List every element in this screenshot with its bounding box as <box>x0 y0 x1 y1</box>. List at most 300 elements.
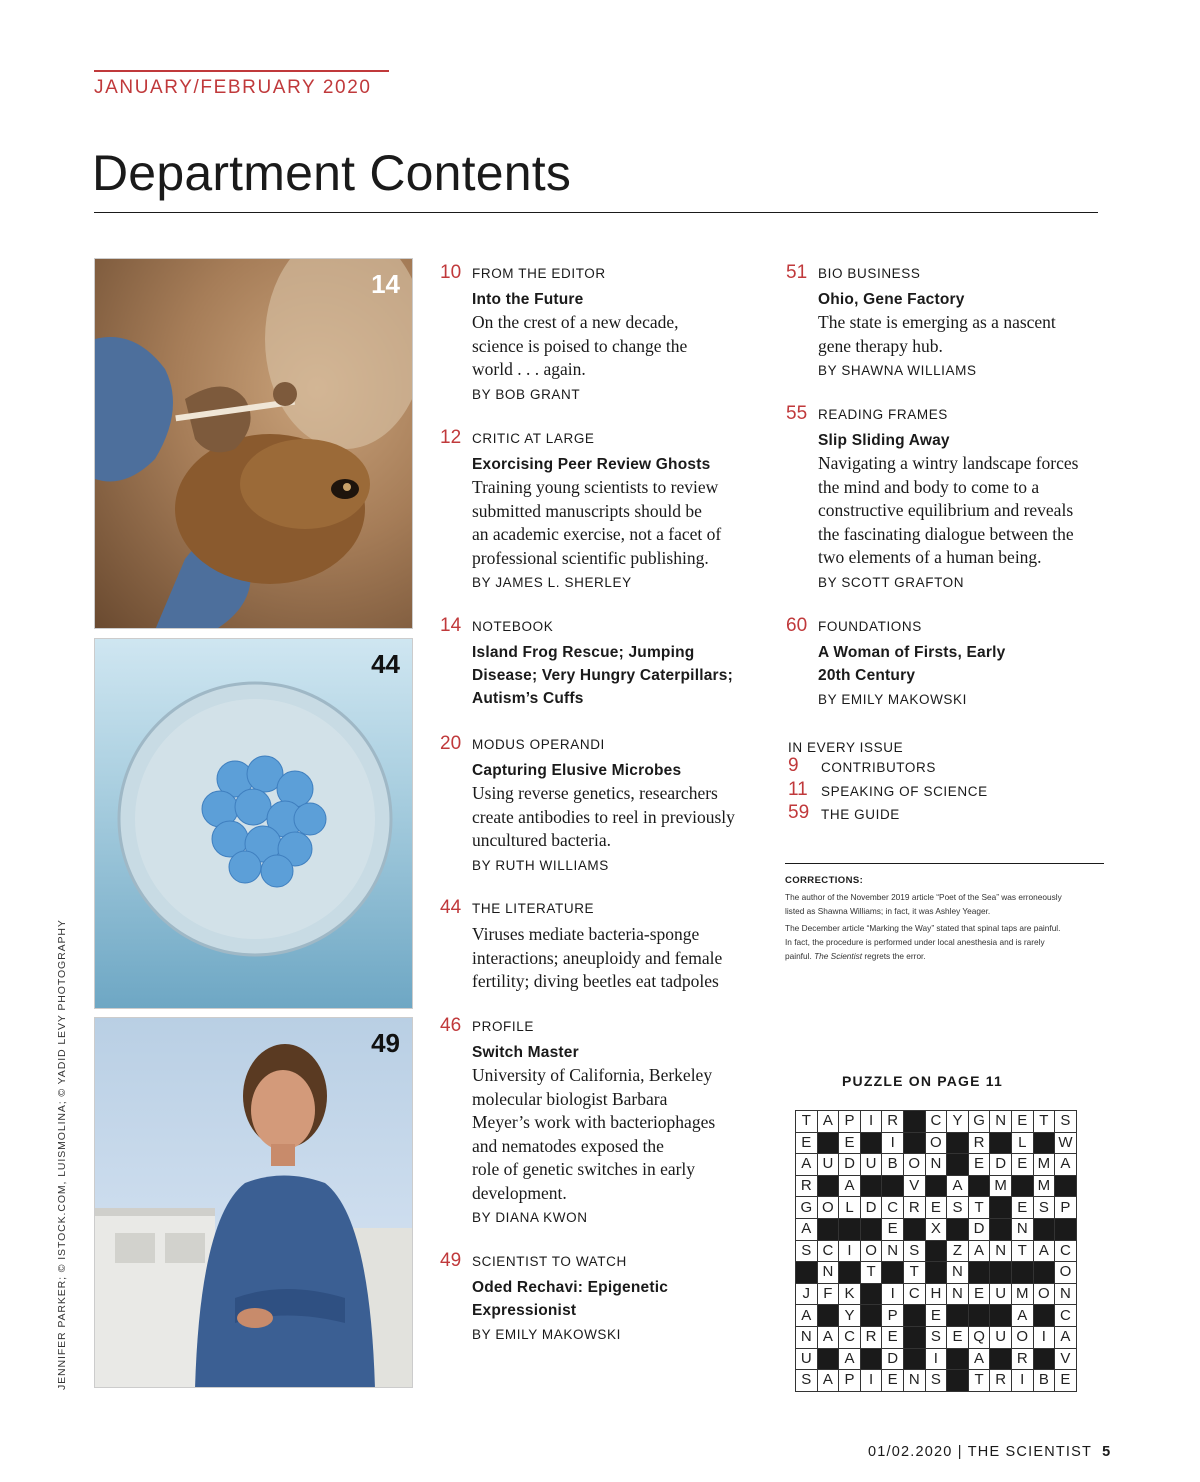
crossword-black-square <box>903 1218 925 1240</box>
crossword-black-square <box>1033 1305 1055 1327</box>
crossword-letter-cell: U <box>860 1154 882 1176</box>
department-name: FOUNDATIONS <box>818 619 922 634</box>
article-dek-line: and nematodes exposed the <box>472 1135 664 1156</box>
article-dek-line: the mind and body to come to a <box>818 476 1040 497</box>
correction-line: regrets the error. <box>862 951 926 961</box>
corrections-title: CORRECTIONS: <box>785 875 864 886</box>
crossword-letter-cell: N <box>903 1370 925 1392</box>
crossword-black-square <box>817 1348 839 1370</box>
crossword-black-square <box>947 1132 969 1154</box>
page-title: Department Contents <box>92 145 572 201</box>
crossword-black-square <box>968 1305 990 1327</box>
crossword-letter-cell: E <box>796 1132 818 1154</box>
byline: BY SCOTT GRAFTON <box>818 574 965 590</box>
crossword-black-square <box>860 1175 882 1197</box>
crossword-letter-cell: Y <box>839 1305 861 1327</box>
article-headline: Disease; Very Hungry Caterpillars; <box>472 667 733 684</box>
article-dek-line: gene therapy hub. <box>818 335 943 356</box>
page-number: 9 <box>788 755 799 776</box>
crossword-black-square <box>1011 1175 1033 1197</box>
crossword-letter-cell: Q <box>968 1326 990 1348</box>
crossword-letter-cell: I <box>1033 1326 1055 1348</box>
crossword-letter-cell: R <box>990 1370 1012 1392</box>
crossword-letter-cell: N <box>1055 1283 1077 1305</box>
crossword-letter-cell: L <box>839 1197 861 1219</box>
photo-page-number: 49 <box>371 1028 400 1058</box>
page-number: 46 <box>440 1015 462 1036</box>
byline: BY SHAWNA WILLIAMS <box>818 363 977 378</box>
article-dek-line: role of genetic switches in early <box>472 1159 696 1179</box>
correction-line: listed as Shawna Williams; in fact, it was Ashley Yeager. <box>785 906 991 916</box>
crossword-row <box>796 1283 1077 1305</box>
frog-with-snail-photo[interactable] <box>94 258 413 629</box>
byline: BY EMILY MAKOWSKI <box>818 692 967 707</box>
crossword-black-square <box>1033 1262 1055 1284</box>
crossword-letter-cell: O <box>903 1154 925 1176</box>
crossword-row <box>796 1175 1077 1197</box>
crossword-letter-cell: P <box>839 1111 861 1133</box>
crossword-letter-cell: I <box>860 1370 882 1392</box>
department-name: SCIENTIST TO WATCH <box>472 1254 627 1269</box>
crossword-letter-cell: R <box>860 1326 882 1348</box>
crossword-black-square <box>817 1132 839 1154</box>
byline: BY RUTH WILLIAMS <box>472 857 609 873</box>
department-name: MODUS OPERANDI <box>472 737 605 752</box>
crossword-black-square <box>1033 1218 1055 1240</box>
crossword-letter-cell: I <box>882 1132 904 1154</box>
correction-line: painful. <box>785 951 815 961</box>
article-dek-line: Training young scientists to review <box>472 477 719 497</box>
crossword-letter-cell: N <box>990 1111 1012 1133</box>
article-dek-line: constructive equilibrium and reveals <box>818 500 1074 520</box>
toc-entry-scientist-to-watch[interactable] <box>440 1250 770 1345</box>
crossword-letter-cell: N <box>947 1283 969 1305</box>
crossword-letter-cell: N <box>947 1262 969 1284</box>
scientist-portrait-photo[interactable] <box>94 1017 413 1388</box>
article-dek-line: two elements of a human being. <box>818 547 1042 567</box>
crossword-letter-cell: O <box>1011 1326 1033 1348</box>
crossword-letter-cell: A <box>817 1370 839 1392</box>
publication-name: The Scientist <box>814 951 863 961</box>
article-dek-line: development. <box>472 1182 567 1203</box>
photo-page-number: 44 <box>371 649 400 679</box>
crossword-letter-cell: D <box>882 1348 904 1370</box>
article-dek-line: uncultured bacteria. <box>472 830 611 850</box>
crossword-black-square <box>903 1348 925 1370</box>
article-dek-line: submitted manuscripts should be <box>472 500 702 521</box>
footer-page-number: 5 <box>1102 1444 1112 1460</box>
correction-line: The December article “Marking the Way” stated that spinal taps are painful. <box>785 923 1061 933</box>
corrections-box <box>785 875 1110 966</box>
in-every-issue-title: IN EVERY ISSUE <box>788 740 904 755</box>
crossword-letter-cell: T <box>860 1262 882 1284</box>
crossword-letter-cell: F <box>817 1283 839 1305</box>
article-headline: Ohio, Gene Factory <box>818 291 965 308</box>
page-number: 12 <box>440 427 462 448</box>
portrait-illustration <box>95 1018 413 1388</box>
byline: BY JAMES L. SHERLEY <box>472 575 632 590</box>
crossword-black-square <box>990 1132 1012 1154</box>
crossword-black-square <box>947 1218 969 1240</box>
crossword-letter-cell: T <box>1033 1111 1055 1133</box>
department-name: NOTEBOOK <box>472 619 554 634</box>
toc-entry-the-literature[interactable] <box>440 897 770 994</box>
crossword-letter-cell: E <box>947 1326 969 1348</box>
crossword-letter-cell: J <box>796 1283 818 1305</box>
department-name: FROM THE EDITOR <box>472 266 606 281</box>
crossword-letter-cell: C <box>1055 1305 1077 1327</box>
byline: BY DIANA KWON <box>472 1210 588 1225</box>
department-name: READING FRAMES <box>818 407 948 422</box>
crossword-letter-cell: E <box>925 1305 947 1327</box>
page-number: 55 <box>786 403 808 424</box>
crossword-letter-cell: A <box>796 1154 818 1176</box>
crossword-letter-cell: X <box>925 1218 947 1240</box>
crossword-row <box>796 1240 1077 1262</box>
crossword-letter-cell: A <box>947 1175 969 1197</box>
article-dek-line: world . . . again. <box>472 359 586 379</box>
crossword-letter-cell: R <box>796 1175 818 1197</box>
crossword-letter-cell: C <box>903 1283 925 1305</box>
photo-credit: JENNIFER PARKER; © ISTOCK.COM, LUISMOLINA; © YADID LEVY PHOTOGRAPHY <box>56 919 68 1390</box>
crossword-letter-cell: U <box>990 1326 1012 1348</box>
crossword-black-square <box>860 1132 882 1154</box>
crossword-row <box>796 1262 1077 1284</box>
crossword-letter-cell: V <box>1055 1348 1077 1370</box>
article-headline: Autism’s Cuffs <box>472 690 584 707</box>
article-headline: Capturing Elusive Microbes <box>472 762 682 779</box>
article-dek-line: University of California, Berkeley <box>472 1065 713 1085</box>
crossword-letter-cell: I <box>860 1111 882 1133</box>
title-rule <box>94 212 1098 213</box>
crossword-letter-cell: S <box>796 1370 818 1392</box>
crossword-black-square <box>990 1262 1012 1284</box>
article-dek-line: the fascinating dialogue between the <box>818 523 1074 544</box>
crossword-letter-cell: E <box>882 1218 904 1240</box>
toc-entry-bio-business[interactable] <box>786 262 1116 381</box>
crossword-letter-cell: V <box>903 1175 925 1197</box>
crossword-letter-cell: O <box>925 1132 947 1154</box>
crossword-letter-cell: S <box>1055 1111 1077 1133</box>
every-issue-item-the-guide[interactable] <box>788 802 1108 831</box>
crossword-letter-cell: I <box>925 1348 947 1370</box>
crossword-letter-cell: Y <box>947 1111 969 1133</box>
crossword-letter-cell: T <box>968 1197 990 1219</box>
crossword-letter-cell: E <box>882 1326 904 1348</box>
crossword-letter-cell: A <box>968 1240 990 1262</box>
crossword-letter-cell: I <box>839 1240 861 1262</box>
article-dek-line: science is poised to change the <box>472 335 688 356</box>
article-dek-line: On the crest of a new decade, <box>472 312 679 332</box>
page-number: 11 <box>788 778 808 800</box>
crossword-letter-cell: A <box>817 1326 839 1348</box>
footer-issue-label: 01/02.2020 | THE SCIENTIST <box>868 1444 1093 1460</box>
crossword-letter-cell: Z <box>947 1240 969 1262</box>
crossword-black-square <box>903 1111 925 1133</box>
correction-paragraph <box>785 921 1110 963</box>
embryo-cell-photo[interactable] <box>94 638 413 1009</box>
article-headline: Island Frog Rescue; Jumping <box>472 644 695 661</box>
crossword-row <box>796 1218 1077 1240</box>
crossword-letter-cell: C <box>817 1240 839 1262</box>
crossword-letter-cell: I <box>882 1283 904 1305</box>
crossword-letter-cell: S <box>903 1240 925 1262</box>
correction-paragraph <box>785 890 1110 918</box>
crossword-letter-cell: A <box>839 1175 861 1197</box>
crossword-letter-cell: T <box>796 1111 818 1133</box>
department-name: CRITIC AT LARGE <box>472 431 595 446</box>
page-number: 49 <box>440 1250 462 1271</box>
crossword-letter-cell: N <box>1011 1218 1033 1240</box>
crossword-letter-cell: A <box>839 1348 861 1370</box>
crossword-letter-cell: G <box>968 1111 990 1133</box>
crossword-letter-cell: R <box>968 1132 990 1154</box>
crossword-row <box>796 1132 1077 1154</box>
every-issue-item-contributors[interactable] <box>788 755 1108 784</box>
crossword-letter-cell: P <box>839 1370 861 1392</box>
crossword-letter-cell: C <box>1055 1240 1077 1262</box>
department-name: BIO BUSINESS <box>818 266 921 281</box>
page-number: 14 <box>440 615 462 636</box>
department-name: THE LITERATURE <box>472 901 595 916</box>
crossword-row <box>796 1348 1077 1370</box>
article-dek-line: professional scientific publishing. <box>472 547 709 568</box>
crossword-black-square <box>925 1175 947 1197</box>
embryo-illustration <box>95 639 413 1009</box>
article-dek-line: Meyer’s work with bacteriophages <box>472 1112 716 1132</box>
article-headline: Into the Future <box>472 291 584 308</box>
crossword-letter-cell: A <box>1033 1240 1055 1262</box>
crossword-letter-cell: N <box>817 1262 839 1284</box>
crossword-black-square <box>1055 1175 1077 1197</box>
corrections-rule <box>785 863 1104 864</box>
crossword-letter-cell: U <box>990 1283 1012 1305</box>
article-dek-line: molecular biologist Barbara <box>472 1088 668 1109</box>
crossword-letter-cell: O <box>1033 1283 1055 1305</box>
byline: BY EMILY MAKOWSKI <box>472 1327 621 1342</box>
byline: BY BOB GRANT <box>472 386 581 402</box>
crossword-black-square <box>990 1218 1012 1240</box>
crossword-black-square <box>1033 1348 1055 1370</box>
page-footer <box>868 1444 1111 1460</box>
frog-illustration <box>95 259 413 629</box>
crossword-black-square <box>882 1262 904 1284</box>
crossword-row <box>796 1370 1077 1392</box>
crossword-black-square <box>860 1348 882 1370</box>
crossword-letter-cell: S <box>947 1197 969 1219</box>
crossword-black-square <box>968 1262 990 1284</box>
article-dek-line: interactions; aneuploidy and female <box>472 947 723 968</box>
crossword-black-square <box>903 1132 925 1154</box>
article-headline: Exorcising Peer Review Ghosts <box>472 456 711 473</box>
page-number: 59 <box>788 802 810 823</box>
crossword-letter-cell: R <box>903 1197 925 1219</box>
crossword-black-square <box>860 1283 882 1305</box>
crossword-letter-cell: P <box>882 1305 904 1327</box>
crossword-letter-cell: G <box>796 1197 818 1219</box>
crossword-row <box>796 1111 1077 1133</box>
crossword-letter-cell: E <box>882 1370 904 1392</box>
crossword-letter-cell: M <box>990 1175 1012 1197</box>
photo-page-number: 14 <box>371 269 400 299</box>
crossword-letter-cell: A <box>1055 1154 1077 1176</box>
crossword-black-square <box>990 1305 1012 1327</box>
crossword-letter-cell: O <box>860 1240 882 1262</box>
crossword-black-square <box>968 1175 990 1197</box>
crossword-letter-cell: E <box>968 1154 990 1176</box>
crossword-letter-cell: N <box>925 1154 947 1176</box>
article-dek-line: Using reverse genetics, researchers <box>472 783 718 803</box>
crossword-letter-cell: A <box>796 1305 818 1327</box>
crossword-letter-cell: D <box>990 1154 1012 1176</box>
crossword-letter-cell: S <box>796 1240 818 1262</box>
every-issue-label: CONTRIBUTORS <box>821 760 936 775</box>
crossword-black-square <box>882 1175 904 1197</box>
crossword-letter-cell: D <box>968 1218 990 1240</box>
issue-date-rule <box>94 70 389 72</box>
article-headline: Slip Sliding Away <box>818 432 950 449</box>
crossword-black-square <box>947 1305 969 1327</box>
every-issue-label: THE GUIDE <box>821 807 900 822</box>
page-number: 44 <box>440 897 462 918</box>
crossword-letter-cell: A <box>1055 1326 1077 1348</box>
crossword-black-square <box>1033 1132 1055 1154</box>
crossword-black-square <box>903 1326 925 1348</box>
crossword-black-square <box>860 1218 882 1240</box>
crossword-black-square <box>1011 1262 1033 1284</box>
crossword-letter-cell: A <box>817 1111 839 1133</box>
puzzle-title: PUZZLE ON PAGE 11 <box>842 1073 1003 1089</box>
toc-entry-notebook[interactable] <box>440 615 770 710</box>
crossword-letter-cell: O <box>1055 1262 1077 1284</box>
crossword-row <box>796 1197 1077 1219</box>
article-dek-line: The state is emerging as a nascent <box>818 312 1056 332</box>
page-number: 20 <box>440 733 462 754</box>
crossword-black-square <box>947 1348 969 1370</box>
toc-entry-foundations[interactable] <box>786 615 1116 710</box>
article-dek-line: Viruses mediate bacteria-sponge <box>472 924 700 944</box>
crossword-letter-cell: H <box>925 1283 947 1305</box>
crossword-letter-cell: D <box>839 1154 861 1176</box>
toc-entry-modus-operandi[interactable] <box>440 733 770 876</box>
article-headline: 20th Century <box>818 667 916 684</box>
crossword-black-square <box>947 1154 969 1176</box>
crossword-letter-cell: L <box>1011 1132 1033 1154</box>
page-number: 51 <box>786 262 808 283</box>
crossword-letter-cell: E <box>925 1197 947 1219</box>
crossword-letter-cell: U <box>796 1348 818 1370</box>
crossword-letter-cell: B <box>882 1154 904 1176</box>
crossword-letter-cell: C <box>925 1111 947 1133</box>
crossword-letter-cell: T <box>968 1370 990 1392</box>
crossword-black-square <box>903 1305 925 1327</box>
crossword-black-square <box>817 1175 839 1197</box>
page-number: 60 <box>786 615 808 636</box>
crossword-letter-cell: E <box>839 1132 861 1154</box>
correction-line: In fact, the procedure is performed under local anesthesia and is rarely <box>785 937 1045 947</box>
crossword-letter-cell: M <box>1011 1283 1033 1305</box>
crossword-row <box>796 1326 1077 1348</box>
crossword-letter-cell: B <box>1033 1370 1055 1392</box>
crossword-black-square <box>1055 1218 1077 1240</box>
crossword-letter-cell: A <box>1011 1305 1033 1327</box>
article-dek-line: create antibodies to reel in previously <box>472 806 735 827</box>
crossword-letter-cell: E <box>1011 1111 1033 1133</box>
crossword-black-square <box>925 1262 947 1284</box>
crossword-letter-cell: K <box>839 1283 861 1305</box>
crossword-letter-cell: S <box>925 1326 947 1348</box>
crossword-letter-cell: P <box>1055 1197 1077 1219</box>
issue-date: JANUARY/FEBRUARY 2020 <box>94 77 372 98</box>
department-name: PROFILE <box>472 1019 534 1034</box>
every-issue-label: SPEAKING OF SCIENCE <box>821 783 988 799</box>
crossword-black-square <box>839 1218 861 1240</box>
toc-entry-profile[interactable] <box>440 1015 770 1228</box>
crossword-black-square <box>947 1370 969 1392</box>
correction-line: The author of the November 2019 article “Poet of the Sea” was erroneously <box>785 892 1062 902</box>
article-dek-line: fertility; diving beetles eat tadpoles <box>472 971 719 991</box>
crossword-letter-cell: C <box>839 1326 861 1348</box>
crossword-black-square <box>990 1197 1012 1219</box>
crossword-black-square <box>817 1218 839 1240</box>
article-headline: Expressionist <box>472 1302 577 1319</box>
page-number: 10 <box>440 262 462 283</box>
article-dek-line: Navigating a wintry landscape forces <box>818 453 1079 473</box>
crossword-letter-cell: R <box>882 1111 904 1133</box>
every-issue-item-speaking-of-science[interactable] <box>788 778 1108 808</box>
crossword-letter-cell: E <box>1011 1154 1033 1176</box>
crossword-letter-cell: S <box>925 1370 947 1392</box>
crossword-letter-cell: M <box>1033 1175 1055 1197</box>
crossword-letter-cell: N <box>990 1240 1012 1262</box>
crossword-letter-cell: O <box>817 1197 839 1219</box>
crossword-black-square <box>860 1305 882 1327</box>
crossword-letter-cell: E <box>1011 1197 1033 1219</box>
crossword-letter-cell: T <box>1011 1240 1033 1262</box>
crossword-letter-cell: E <box>968 1283 990 1305</box>
crossword-row <box>796 1154 1077 1176</box>
article-headline: Switch Master <box>472 1044 579 1061</box>
crossword-letter-cell: I <box>1011 1370 1033 1392</box>
toc-entry-reading-frames[interactable] <box>786 403 1116 593</box>
crossword-black-square <box>990 1348 1012 1370</box>
article-dek-line: an academic exercise, not a facet of <box>472 524 722 544</box>
article-headline: A Woman of Firsts, Early <box>818 644 1006 661</box>
toc-entry-critic-at-large[interactable] <box>440 427 770 593</box>
crossword-letter-cell: A <box>796 1218 818 1240</box>
in-every-issue-list <box>788 738 1108 831</box>
crossword-black-square <box>796 1262 818 1284</box>
crossword-row <box>796 1305 1077 1327</box>
crossword-solution-grid <box>795 1110 1077 1392</box>
crossword-black-square <box>925 1240 947 1262</box>
crossword-black-square <box>817 1305 839 1327</box>
crossword-black-square <box>839 1262 861 1284</box>
toc-entry-from-the-editor[interactable] <box>440 262 770 405</box>
crossword-letter-cell: N <box>796 1326 818 1348</box>
crossword-letter-cell: M <box>1033 1154 1055 1176</box>
crossword-letter-cell: D <box>860 1197 882 1219</box>
crossword-letter-cell: T <box>903 1262 925 1284</box>
crossword-letter-cell: N <box>882 1240 904 1262</box>
crossword-letter-cell: A <box>968 1348 990 1370</box>
crossword-letter-cell: W <box>1055 1132 1077 1154</box>
crossword-letter-cell: R <box>1011 1348 1033 1370</box>
crossword-letter-cell: S <box>1033 1197 1055 1219</box>
crossword-letter-cell: E <box>1055 1370 1077 1392</box>
crossword-letter-cell: U <box>817 1154 839 1176</box>
crossword-letter-cell: C <box>882 1197 904 1219</box>
